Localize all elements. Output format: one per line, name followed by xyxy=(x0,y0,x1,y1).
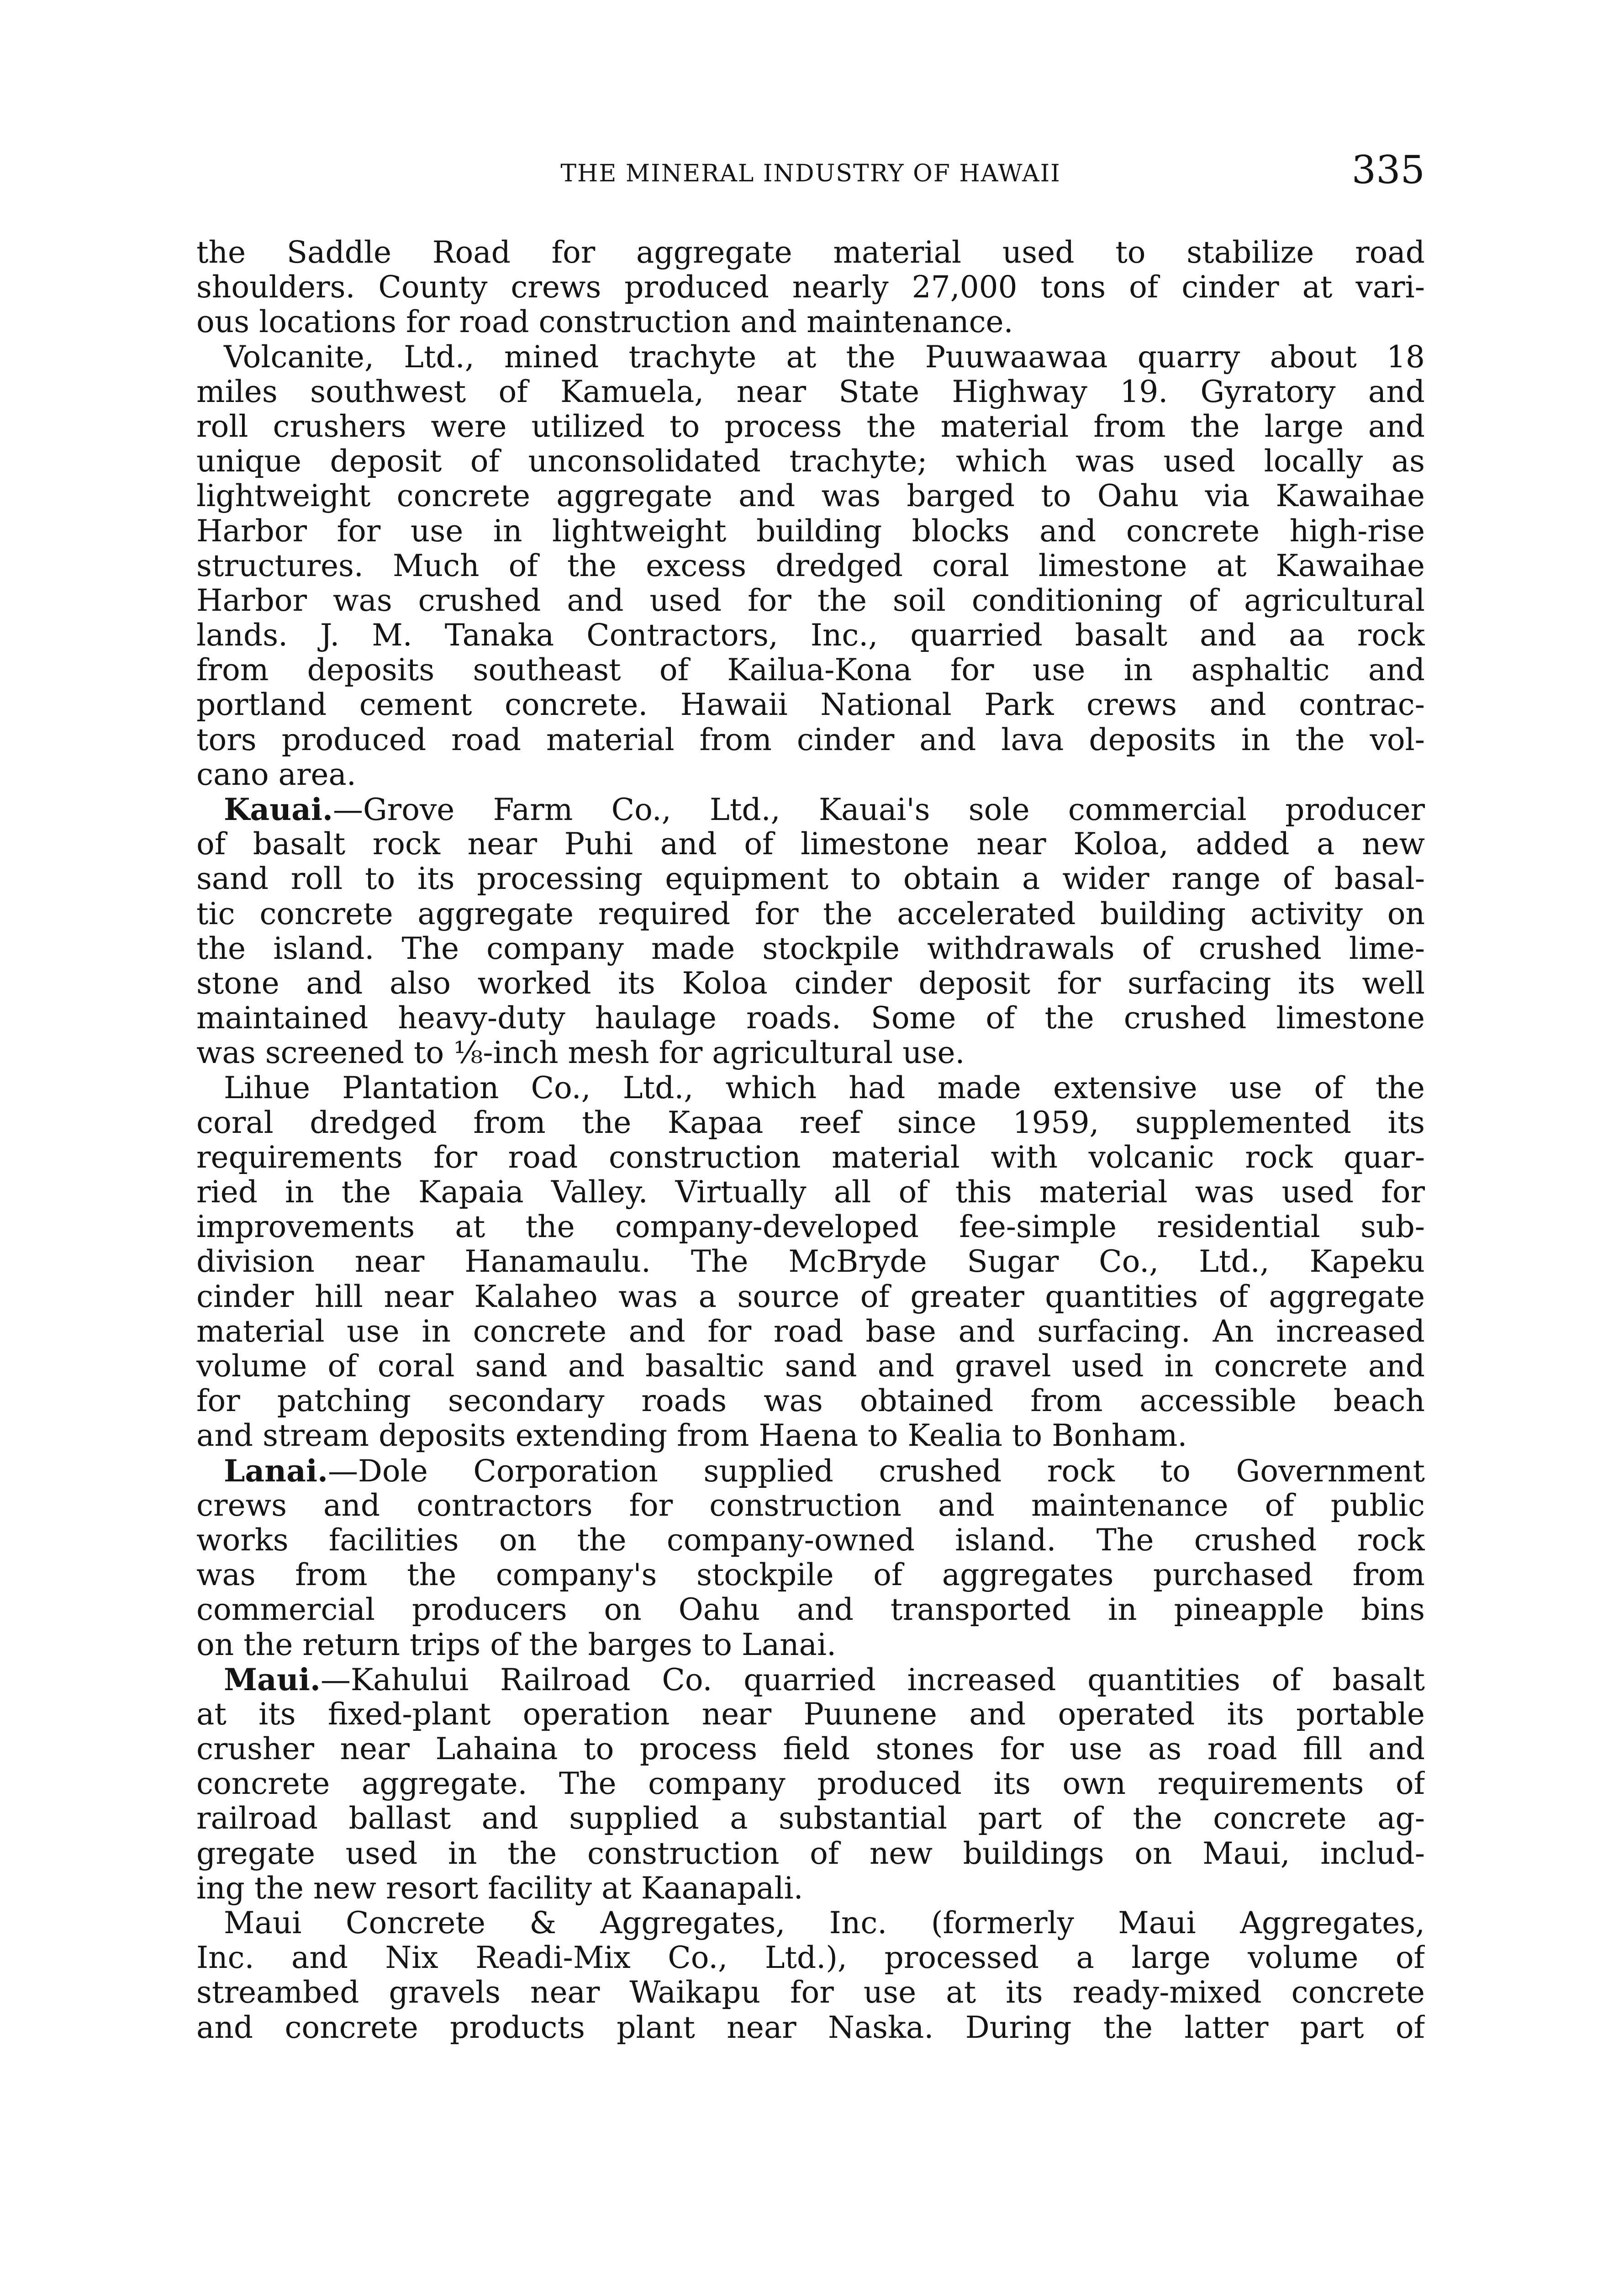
text-line: was screened to ⅛-inch mesh for agricultural use. xyxy=(196,1036,965,1071)
text-line: Inc. and Nix Readi-Mix Co., Ltd.), processed a large volume of xyxy=(196,1940,1425,1976)
text-line: crews and contractors for construction and maintenance of public xyxy=(196,1488,1425,1523)
text-line: improvements at the company-developed fee-simple residential sub- xyxy=(196,1210,1425,1245)
text-line: lands. J. M. Tanaka Contractors, Inc., quarried basalt and aa rock xyxy=(196,618,1425,653)
text-line: and stream deposits extending from Haena to Kealia to Bonham. xyxy=(196,1418,1187,1454)
page-header xyxy=(196,148,1425,201)
text-line: lightweight concrete aggregate and was barged to Oahu via Kawaihae xyxy=(196,479,1425,514)
text-line: cinder hill near Kalaheo was a source of greater quantities of aggregate xyxy=(196,1279,1425,1314)
text-line: was from the company's stockpile of aggregates purchased from xyxy=(196,1558,1425,1593)
text-line: coral dredged from the Kapaa reef since 1959, supplemented its xyxy=(196,1105,1425,1140)
text-line-rest: —Dole Corporation supplied crushed rock to Government xyxy=(327,1453,1425,1488)
text-line: tors produced road material from cinder and lava deposits in the vol- xyxy=(196,722,1425,757)
text-line-rest: —Kahului Railroad Co. quarried increased quantities of basalt xyxy=(320,1662,1425,1697)
text-line: Harbor for use in lightweight building blocks and concrete high-rise xyxy=(196,513,1425,549)
text-line: on the return trips of the barges to Lanai. xyxy=(196,1627,837,1662)
text-line xyxy=(196,1662,1425,1697)
text-line: streambed gravels near Waikapu for use at its ready-mixed concrete xyxy=(196,1975,1425,2010)
text-line: cano area. xyxy=(196,757,356,792)
text-line: concrete aggregate. The company produced its own requirements of xyxy=(196,1766,1425,1802)
text-line: division near Hanamaulu. The McBryde Sugar Co., Ltd., Kapeku xyxy=(196,1244,1425,1279)
text-line: ried in the Kapaia Valley. Virtually all of this material was used for xyxy=(196,1175,1425,1210)
text-line: sand roll to its processing equipment to obtain a wider range of basal- xyxy=(196,862,1425,897)
text-line: gregate used in the construction of new buildings on Maui, includ- xyxy=(196,1836,1425,1871)
text-line: Volcanite, Ltd., mined trachyte at the Puuwaawaa quarry about 18 xyxy=(224,339,1425,375)
page-number: 335 xyxy=(1351,148,1425,192)
running-title: THE MINERAL INDUSTRY OF HAWAII xyxy=(560,160,1061,187)
text-line: and concrete products plant near Naska. During the latter part of xyxy=(196,2010,1425,2045)
text-line: Maui Concrete & Aggregates, Inc. (formerly Maui Aggregates, xyxy=(224,1906,1425,1940)
region-label-maui: Maui. xyxy=(224,1662,321,1697)
text-line: from deposits southeast of Kailua-Kona for use in asphaltic and xyxy=(196,653,1425,688)
text-line: ing the new resort facility at Kaanapali. xyxy=(196,1871,803,1906)
text-line: shoulders. County crews produced nearly 27,000 tons of cinder at vari- xyxy=(196,270,1425,305)
region-label-kauai: Kauai. xyxy=(224,792,333,827)
text-line: works facilities on the company-owned island. The crushed rock xyxy=(196,1523,1425,1558)
region-label-lanai: Lanai. xyxy=(224,1453,328,1488)
text-line: ous locations for road construction and maintenance. xyxy=(196,305,1013,340)
text-line: the Saddle Road for aggregate material used to stabilize road xyxy=(196,235,1425,270)
text-line: tic concrete aggregate required for the accelerated building activity on xyxy=(196,896,1425,931)
text-line: the island. The company made stockpile withdrawals of crushed lime- xyxy=(196,931,1425,966)
text-line xyxy=(196,792,1425,827)
text-line: structures. Much of the excess dredged coral limestone at Kawaihae xyxy=(196,548,1425,583)
text-line: stone and also worked its Koloa cinder deposit for surfacing its well xyxy=(196,966,1425,1001)
text-line: commercial producers on Oahu and transported in pineapple bins xyxy=(196,1592,1425,1628)
text-line: volume of coral sand and basaltic sand and gravel used in concrete and xyxy=(196,1349,1425,1384)
text-line xyxy=(196,1454,1425,1488)
body-text xyxy=(196,235,1425,2045)
text-line: unique deposit of unconsolidated trachyte; which was used locally as xyxy=(196,444,1425,479)
text-line: Lihue Plantation Co., Ltd., which had made extensive use of the xyxy=(224,1070,1425,1105)
text-line-rest: —Grove Farm Co., Ltd., Kauai's sole commercial producer xyxy=(332,792,1425,827)
text-line: of basalt rock near Puhi and of limestone near Koloa, added a new xyxy=(196,827,1425,862)
text-line: railroad ballast and supplied a substantial part of the concrete ag- xyxy=(196,1801,1425,1836)
text-line: maintained heavy-duty haulage roads. Some of the crushed limestone xyxy=(196,1001,1425,1036)
text-line: crusher near Lahaina to process field stones for use as road fill and xyxy=(196,1732,1425,1767)
text-line: miles southwest of Kamuela, near State Highway 19. Gyratory and xyxy=(196,374,1425,409)
text-line: roll crushers were utilized to process the material from the large and xyxy=(196,409,1425,444)
text-line: portland cement concrete. Hawaii National Park crews and contrac- xyxy=(196,687,1425,723)
text-line: for patching secondary roads was obtained from accessible beach xyxy=(196,1384,1425,1419)
text-line: requirements for road construction material with volcanic rock quar- xyxy=(196,1140,1425,1175)
text-line: Harbor was crushed and used for the soil conditioning of agricultural xyxy=(196,583,1425,618)
text-line: at its fixed-plant operation near Puunene and operated its portable xyxy=(196,1697,1425,1732)
text-line: material use in concrete and for road base and surfacing. An increased xyxy=(196,1314,1425,1349)
